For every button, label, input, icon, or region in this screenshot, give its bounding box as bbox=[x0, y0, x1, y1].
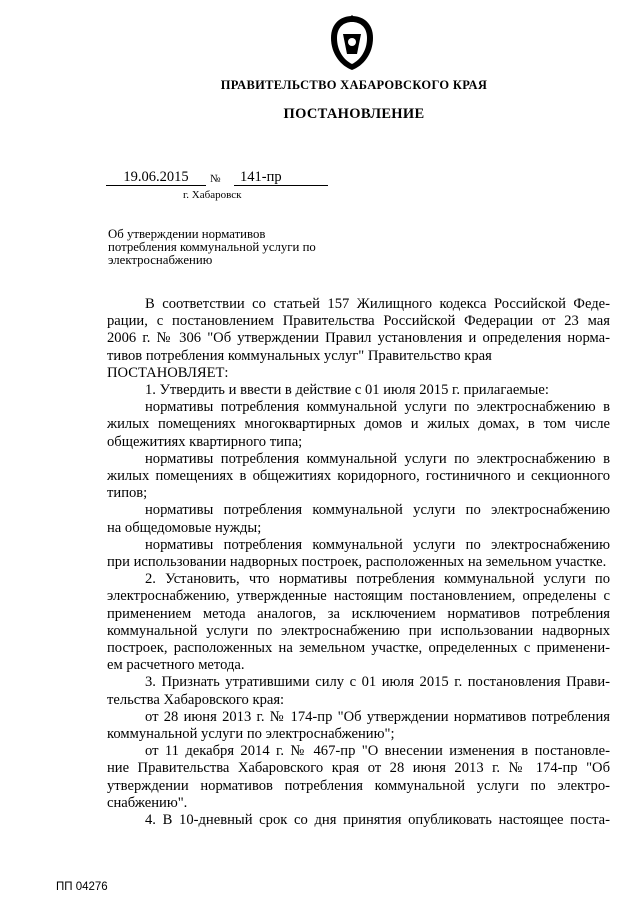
body-line: построек, расположенных на земельном участке, определенных с применени- bbox=[107, 640, 610, 657]
subject-text: Об утверждении нормативов потребления коммунальной услуги по электроснабжению bbox=[108, 227, 316, 267]
document-type: ПОСТАНОВЛЕНИЕ bbox=[283, 106, 425, 122]
body-line: коммунальной услуги по электроснабжению при использовании надворных bbox=[107, 622, 610, 639]
body-line: применением метода аналогов, за исключением нормативов потребления bbox=[107, 605, 610, 622]
body-line: 2. Установить, что нормативы потребления коммунальной услуги по bbox=[145, 571, 610, 588]
body-line: коммунальной услуги по электроснабжению"; bbox=[107, 726, 395, 743]
body-line: типов; bbox=[107, 485, 148, 502]
body-line: нормативы потребления коммунальной услуги по электроснабжению bbox=[145, 502, 610, 519]
body-line: 2006 г. № 306 "Об утверждении Правил установления и определения норма- bbox=[107, 330, 610, 347]
number-sign: № bbox=[210, 173, 221, 185]
body-line: от 11 декабря 2014 г. № 467-пр "О внесении изменения в постановле- bbox=[145, 743, 610, 760]
document-subject bbox=[108, 228, 328, 267]
body-line: снабжению". bbox=[107, 794, 188, 811]
body-line: электроснабжению, утвержденные настоящим постановлением, определены с bbox=[107, 588, 610, 605]
body-line: рации, с постановлением Правительства Российской Федерации от 23 мая bbox=[107, 313, 610, 330]
item-1: 1. Утвердить и ввести в действие с 01 июля 2015 г. прилагаемые: bbox=[145, 382, 549, 399]
body-line: жилых помещениях многоквартирных домов и жилых домах, в том числе bbox=[107, 416, 610, 433]
body-line: нормативы потребления коммунальной услуги по электроснабжению в bbox=[145, 450, 610, 467]
body-line: тельства Хабаровского края: bbox=[107, 691, 285, 708]
body-line: нормативы потребления коммунальной услуги по электроснабжению bbox=[145, 536, 610, 553]
body-line: на общедомовые нужды; bbox=[107, 519, 262, 536]
body-line: В соответствии со статьей 157 Жилищного кодекса Российской Феде- bbox=[145, 296, 610, 312]
body-line: жилых помещениях в общежитиях коридорного, гостиничного и секционного bbox=[107, 468, 610, 485]
resolves-line: ПОСТАНОВЛЯЕТ: bbox=[107, 364, 229, 381]
body-line: утверждении нормативов потребления коммунальной услуги по электро- bbox=[107, 777, 610, 794]
body-line: при использовании надворных построек, расположенных на земельном участке. bbox=[107, 554, 607, 571]
document-number: 141-пр bbox=[234, 170, 328, 186]
body-line: общежитиях квартирного типа; bbox=[107, 433, 303, 450]
body-line: от 28 июня 2013 г. № 174-пр "Об утверждении нормативов потребления bbox=[145, 708, 610, 725]
body-line: ем расчетного метода. bbox=[107, 657, 245, 674]
coat-of-arms-emblem bbox=[327, 14, 377, 72]
document-date: 19.06.2015 bbox=[106, 170, 206, 186]
body-line: нормативы потребления коммунальной услуги по электроснабжению в bbox=[145, 399, 610, 416]
body-line: тивов потребления коммунальных услуг" Правительство края bbox=[107, 347, 492, 364]
government-name: ПРАВИТЕЛЬСТВО ХАБАРОВСКОГО КРАЯ bbox=[220, 78, 488, 92]
footer-code: ПП 04276 bbox=[56, 881, 108, 893]
body-line: 3. Признать утратившими силу с 01 июля 2015 г. постановления Прави- bbox=[145, 674, 610, 691]
document-city: г. Хабаровск bbox=[183, 189, 242, 201]
body-line: ние Правительства Хабаровского края от 28 июня 2013 г. № 174-пр "Об bbox=[107, 760, 610, 777]
document-body bbox=[107, 296, 610, 829]
body-line: 4. В 10-дневный срок со дня принятия опубликовать настоящее поста- bbox=[145, 812, 610, 829]
